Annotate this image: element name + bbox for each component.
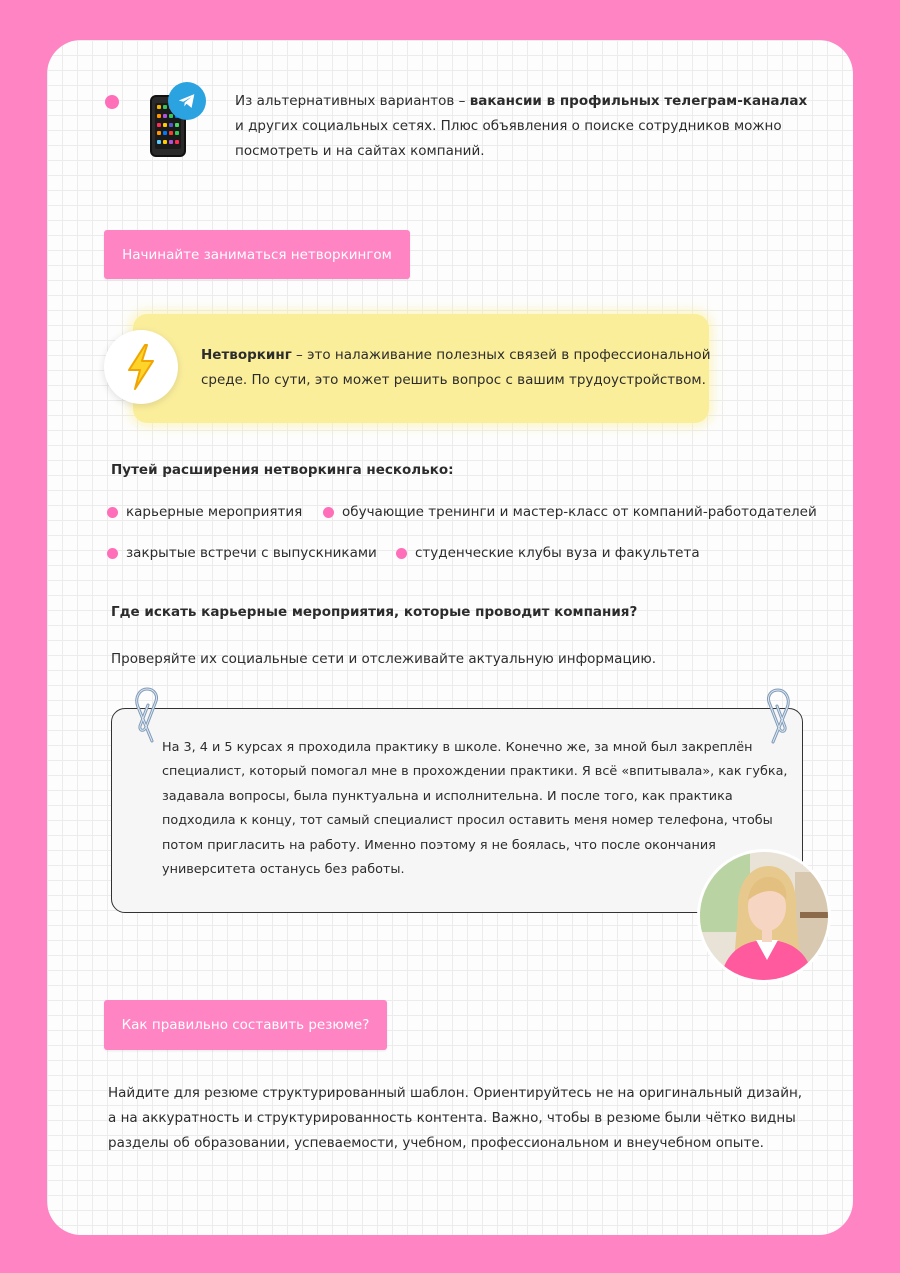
intro-paragraph (235, 89, 808, 164)
testimonial-line: университета останусь без работы. (162, 862, 405, 878)
decor-dot (105, 95, 119, 109)
bullet-item: студенческие клубы вуза и факультета (415, 545, 700, 561)
paperclip-icon (130, 685, 164, 753)
testimonial-line: задавала вопросы, была пунктуальна и исполнительна. И после того, как практика (162, 788, 733, 804)
question-answer: Проверяйте их социальные сети и отслеживайте актуальную информацию. (111, 651, 657, 667)
resume-line: разделы об образовании, успеваемости, учебном, профессиональном и внеучебном опыте. (108, 1135, 764, 1151)
avatar-photo (697, 849, 831, 983)
bullet-item: закрытые встречи с выпускниками (126, 545, 377, 561)
bullet-item: обучающие тренинги и мастер-класс от компаний-работодателей (342, 504, 817, 520)
callout-text (201, 343, 711, 393)
resume-line: Найдите для резюме структурированный шаблон. Ориентируйтесь не на оригинальный дизайн, (108, 1085, 803, 1101)
section-heading-networking: Начинайте заниматься нетворкингом (104, 230, 410, 279)
callout-definition: – это налаживание полезных связей в профессиональной (291, 347, 711, 363)
bullet-dot (323, 507, 334, 518)
question-heading: Где искать карьерные мероприятия, которые проводит компания? (111, 604, 638, 620)
ways-title: Путей расширения нетворкинга несколько: (111, 462, 454, 478)
section-heading-resume: Как правильно составить резюме? (104, 1000, 387, 1050)
telegram-icon (168, 82, 206, 120)
resume-line: а на аккуратность и структурированность контента. Важно, чтобы в резюме были чётко видны (108, 1110, 796, 1126)
bullet-dot (107, 507, 118, 518)
intro-text: Из альтернативных вариантов – (235, 93, 470, 109)
testimonial-line: На 3, 4 и 5 курсах я проходила практику в школе. Конечно же, за мной был закреплён (162, 740, 753, 755)
intro-line-3: посмотреть и на сайтах компаний. (235, 143, 485, 159)
bullet-dot (396, 548, 407, 559)
intro-line-2: и других социальных сетях. Плюс объявления о поиске сотрудников можно (235, 118, 782, 134)
testimonial-line: потом пригласить на работу. Именно поэтому я не боялась, что после окончания (162, 837, 716, 853)
intro-bold: вакансии в профильных телеграм-каналах (469, 93, 808, 109)
bullet-dot (107, 548, 118, 559)
lightning-icon (104, 330, 178, 404)
page-card (47, 40, 853, 1235)
testimonial-line: подходила к концу, тот самый специалист просил оставить меня номер телефона, чтобы (162, 813, 773, 829)
testimonial-line: специалист, который помогал мне в прохождении практики. Я всё «впитывала», как губка, (162, 764, 788, 780)
bullet-item: карьерные мероприятия (126, 504, 303, 520)
callout-term: Нетворкинг (201, 347, 292, 363)
callout-line-2: среде. По сути, это может решить вопрос с вашим трудоустройством. (201, 372, 706, 388)
testimonial-text (162, 736, 788, 882)
resume-paragraph (108, 1081, 802, 1156)
